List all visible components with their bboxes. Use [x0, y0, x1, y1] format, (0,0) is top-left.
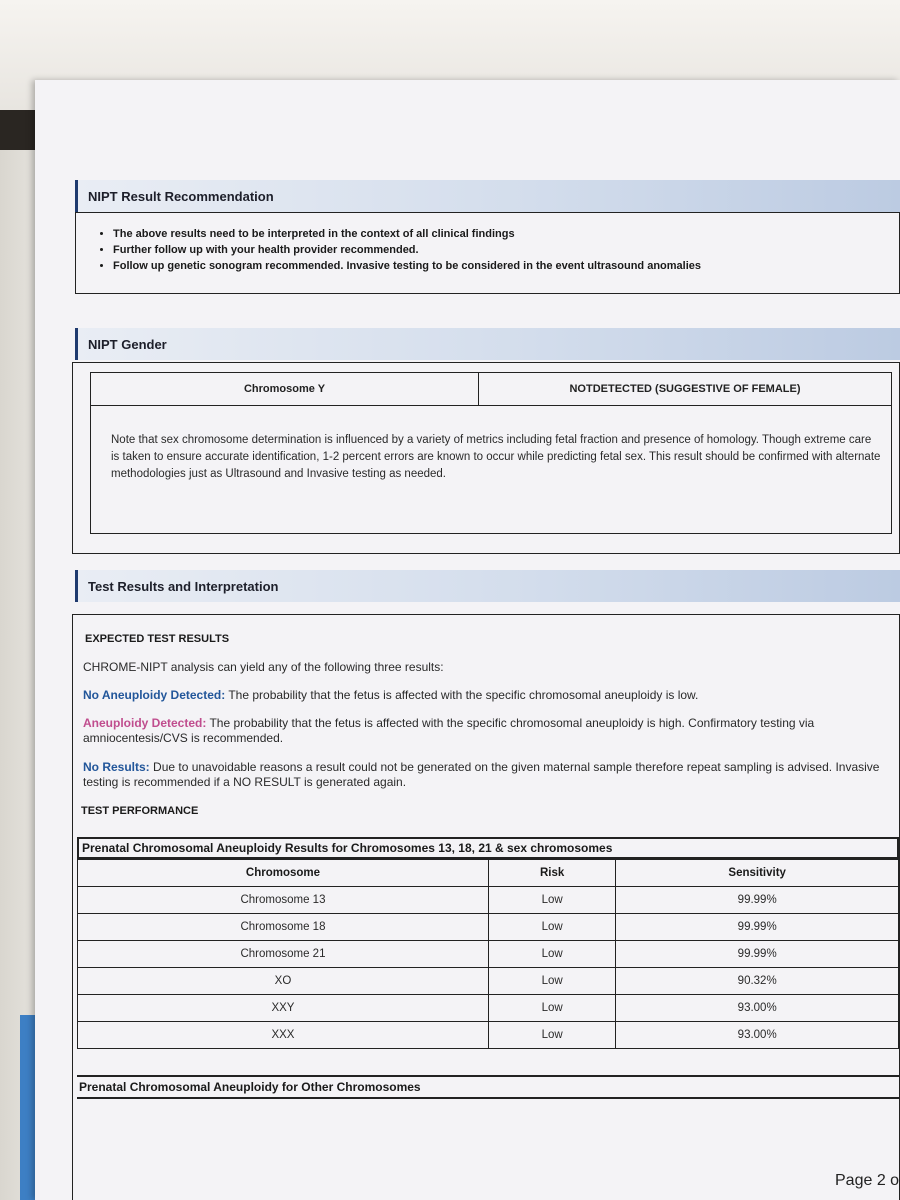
table-cell: XXX — [78, 1022, 489, 1049]
recommendation-item: • Follow up genetic sonogram recommended. Invasive testing to be considered in the event ultrasound anomalies — [113, 258, 701, 274]
table-cell: Chromosome 18 — [78, 914, 489, 941]
table-cell: 99.99% — [616, 914, 899, 941]
table-cell: Low — [488, 887, 615, 914]
table-cell: Chromosome 21 — [78, 941, 489, 968]
table-cell: 93.00% — [616, 995, 899, 1022]
intro-text: CHROME-NIPT analysis can yield any of the following three results: — [83, 660, 444, 674]
table-cell: XO — [78, 968, 489, 995]
chromosome-y-label: Chromosome Y — [91, 373, 479, 406]
recommendation-list — [95, 226, 701, 274]
table-cell: 90.32% — [616, 968, 899, 995]
table-header-row — [78, 860, 899, 887]
no-aneuploidy-label: No Aneuploidy Detected: — [83, 688, 226, 702]
table-row — [78, 995, 899, 1022]
no-aneuploidy-paragraph — [83, 688, 883, 703]
no-results-label: No Results: — [83, 760, 150, 774]
test-results-header — [75, 570, 900, 602]
recommendation-title: NIPT Result Recommendation — [88, 188, 274, 204]
table-cell: Low — [488, 914, 615, 941]
table-cell: Low — [488, 995, 615, 1022]
expected-results-heading: EXPECTED TEST RESULTS — [85, 633, 230, 645]
gender-result: NOTDETECTED (SUGGESTIVE OF FEMALE) — [479, 373, 892, 406]
gender-title: NIPT Gender — [88, 336, 167, 352]
test-results-title: Test Results and Interpretation — [88, 578, 279, 594]
table-row — [78, 914, 899, 941]
column-header: Chromosome — [78, 860, 489, 887]
aneuploidy-text: The probability that the fetus is affected with the specific chromosomal aneuploidy is high. Confirmatory testing via amniocentesis/CVS is recommended. — [83, 716, 815, 745]
table-cell: Chromosome 13 — [78, 887, 489, 914]
table-cell: XXY — [78, 995, 489, 1022]
table-cell: Low — [488, 941, 615, 968]
no-results-text: Due to unavoidable reasons a result could not be generated on the given maternal sample therefore repeat sampling is advised. Invasive testing is recommended if a NO RESULT is generated again. — [83, 760, 880, 789]
recommendation-item: • Further follow up with your health provider recommended. — [113, 242, 701, 258]
test-performance-heading: TEST PERFORMANCE — [81, 805, 199, 817]
table-row — [78, 887, 899, 914]
performance-table-title: Prenatal Chromosomal Aneuploidy Results for Chromosomes 13, 18, 21 & sex chromosomes — [77, 837, 899, 859]
gender-note: Note that sex chromosome determination is influenced by a variety of metrics including fetal fraction and presence of homology. Though extreme care is taken to ensure accurate identification, 1-2 percent errors are known to occur while predicting fetal sex. This result should be confirmed with alternate methodologies just as Ultrasound and Invasive testing as needed. — [111, 434, 881, 480]
table-cell: 99.99% — [616, 941, 899, 968]
no-aneuploidy-text: The probability that the fetus is affected with the specific chromosomal aneuploidy is low. — [225, 688, 699, 702]
gender-header — [75, 328, 900, 360]
table-cell: Low — [488, 1022, 615, 1049]
table-cell: 93.00% — [616, 1022, 899, 1049]
column-header: Sensitivity — [616, 860, 899, 887]
aneuploidy-paragraph — [83, 716, 883, 746]
other-chromosomes-title: Prenatal Chromosomal Aneuploidy for Other Chromosomes — [77, 1075, 899, 1099]
table-row — [78, 941, 899, 968]
table-cell: Low — [488, 968, 615, 995]
gender-table — [90, 372, 892, 406]
table-row — [78, 1022, 899, 1049]
table-cell: 99.99% — [616, 887, 899, 914]
table-row — [78, 968, 899, 995]
column-header: Risk — [488, 860, 615, 887]
recommendation-item: • The above results need to be interpreted in the context of all clinical findings — [113, 226, 701, 242]
aneuploidy-label: Aneuploidy Detected: — [83, 716, 207, 730]
page-number: Page 2 o — [835, 1172, 900, 1189]
recommendation-header — [75, 180, 900, 212]
no-results-paragraph — [83, 760, 883, 790]
report-page — [35, 80, 900, 1200]
performance-table — [77, 859, 899, 1049]
